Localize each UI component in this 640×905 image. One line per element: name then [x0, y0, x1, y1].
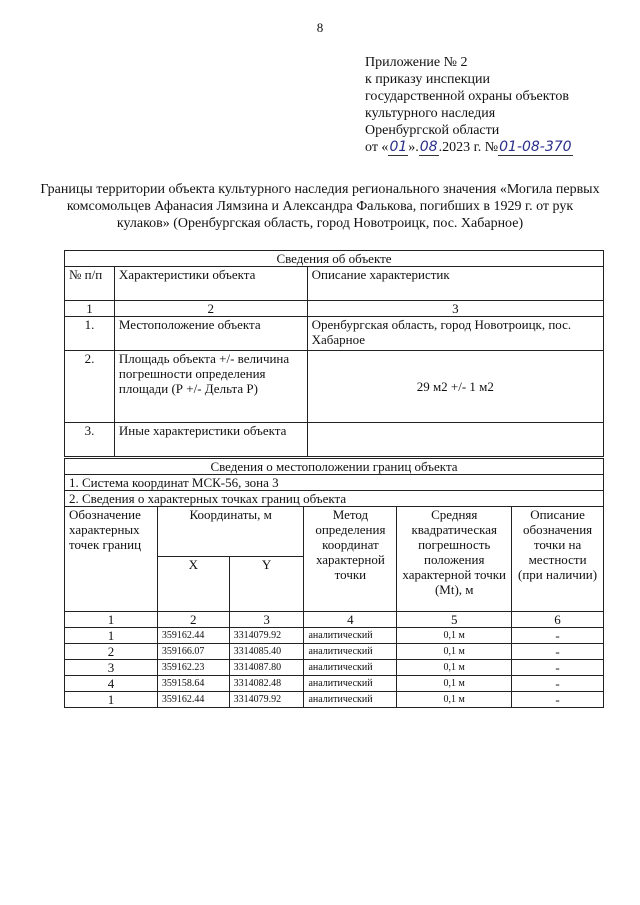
- table-row: 2. Площадь объекта +/- величина погрешности определения площади (Р +/- Дельта Р) 29 м2 +/- 1 м2: [65, 351, 604, 423]
- page-number: 8: [316, 20, 324, 35]
- boundaries-table: [64, 458, 604, 708]
- appendix-line: государственной охраны объектов: [365, 89, 569, 104]
- col-number: 1: [65, 612, 158, 628]
- appendix-block: [365, 54, 573, 156]
- appendix-line: культурного наследия: [365, 106, 496, 121]
- handwritten-day: 01: [389, 139, 408, 155]
- object-info-table: [64, 250, 604, 457]
- header-cell: Описание характеристик: [307, 267, 603, 301]
- section-title: Сведения о местоположении границ объекта: [65, 459, 604, 475]
- col-number: 3: [229, 612, 304, 628]
- header-cell: Y: [229, 557, 304, 612]
- table-row: 3. Иные характеристики объекта: [65, 423, 604, 457]
- table-row: 4 359158.64 3314082.48 аналитический 0,1 м -: [65, 676, 604, 692]
- appendix-line: к приказу инспекции: [365, 72, 491, 87]
- col-number: 2: [114, 301, 307, 317]
- col-number: 4: [304, 612, 397, 628]
- col-number: 2: [157, 612, 229, 628]
- header-cell: Характеристики объекта: [114, 267, 307, 301]
- coord-system: 1. Система координат МСК-56, зона 3: [65, 475, 604, 491]
- header-cell: X: [157, 557, 229, 612]
- header-cell: Координаты, м: [157, 507, 304, 557]
- header-cell: Описание обозначения точки на местности (при наличии): [512, 507, 604, 612]
- header-cell: № п/п: [65, 267, 115, 301]
- appendix-line: Приложение № 2: [365, 55, 468, 70]
- section-title: Сведения об объекте: [65, 251, 604, 267]
- table-row: 1. Местоположение объекта Оренбургская область, город Новотроицк, пос. Хабарное: [65, 317, 604, 351]
- col-number: 1: [65, 301, 115, 317]
- handwritten-number: 01-08-370: [499, 139, 572, 155]
- appendix-date-line: от «01».08.2023 г. №01-08-370: [365, 139, 572, 155]
- header-cell: Метод определения координат характерной точки: [304, 507, 397, 612]
- header-cell: Обозначение характерных точек границ: [65, 507, 158, 612]
- table-row: 1 359162.44 3314079.92 аналитический 0,1 м -: [65, 692, 604, 708]
- col-number: 6: [512, 612, 604, 628]
- appendix-line: Оренбургской области: [365, 123, 500, 138]
- table-row: 3 359162.23 3314087.80 аналитический 0,1 м -: [65, 660, 604, 676]
- handwritten-month: 08: [419, 139, 438, 155]
- col-number: 5: [397, 612, 512, 628]
- document-title: Границы территории объекта культурного наследия регионального значения «Могила первых комсомольцев Афанасия Лямзина и Александра Фалькова, погибших в 1929 г. от рук кулаков» (Оренбургская область, город Новотроицк, пос. Хабарное): [40, 182, 600, 231]
- col-number: 3: [307, 301, 603, 317]
- table-row: 2 359166.07 3314085.40 аналитический 0,1 м -: [65, 644, 604, 660]
- table-row: 1 359162.44 3314079.92 аналитический 0,1 м -: [65, 628, 604, 644]
- header-cell: Средняя квадратическая погрешность положения характерной точки (Mt), м: [397, 507, 512, 612]
- points-title: 2. Сведения о характерных точках границ объекта: [65, 491, 604, 507]
